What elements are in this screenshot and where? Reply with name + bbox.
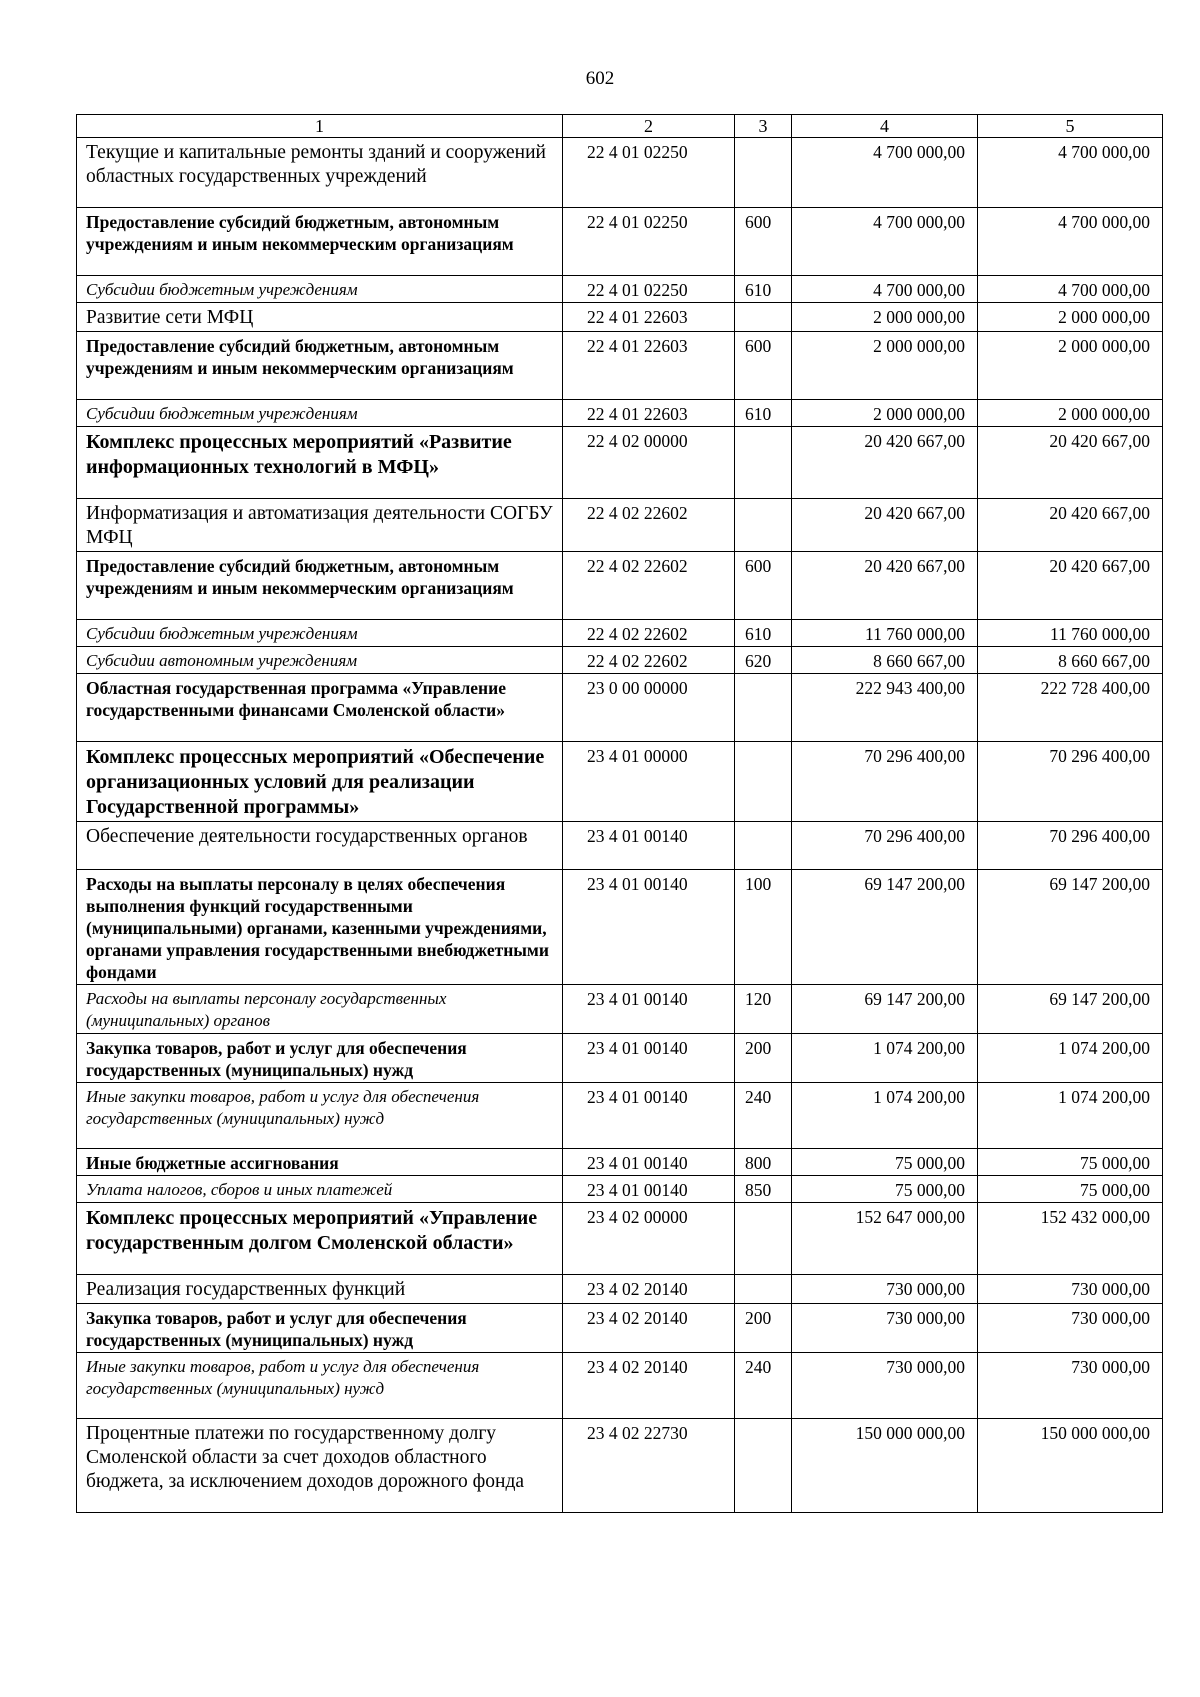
row-name: Процентные платежи по государственному долгу Смоленской области за счет доходов областного бюджета, за исключением доходов дорожного фонда xyxy=(77,1419,563,1513)
header-col-1: 1 xyxy=(77,115,563,138)
row-sum-2: 1 074 200,00 xyxy=(978,1034,1163,1083)
row-name: Субсидии бюджетным учреждениям xyxy=(77,276,563,303)
row-name: Иные закупки товаров, работ и услуг для обеспечения государственных (муниципальных) нужд xyxy=(77,1083,563,1149)
row-code: 23 4 01 00140 xyxy=(563,870,735,985)
row-type xyxy=(735,138,792,208)
row-sum-1: 222 943 400,00 xyxy=(792,674,978,742)
row-sum-2: 75 000,00 xyxy=(978,1149,1163,1176)
row-name: Обеспечение деятельности государственных органов xyxy=(77,822,563,870)
header-col-2: 2 xyxy=(563,115,735,138)
row-name: Текущие и капитальные ремонты зданий и сооружений областных государственных учреждений xyxy=(77,138,563,208)
row-sum-1: 70 296 400,00 xyxy=(792,822,978,870)
row-type xyxy=(735,1275,792,1304)
row-code: 23 4 01 00140 xyxy=(563,985,735,1034)
row-type: 600 xyxy=(735,552,792,620)
header-col-4: 4 xyxy=(792,115,978,138)
row-name: Предоставление субсидий бюджетным, автономным учреждениям и иным некоммерческим организациям xyxy=(77,208,563,276)
table-row xyxy=(77,985,1163,1034)
table-row xyxy=(77,1353,1163,1419)
row-sum-2: 2 000 000,00 xyxy=(978,400,1163,427)
row-code: 23 4 01 00140 xyxy=(563,1149,735,1176)
row-type: 240 xyxy=(735,1083,792,1149)
row-type: 800 xyxy=(735,1149,792,1176)
row-name: Предоставление субсидий бюджетным, автономным учреждениям и иным некоммерческим организациям xyxy=(77,552,563,620)
table-row xyxy=(77,1419,1163,1513)
row-type: 200 xyxy=(735,1034,792,1083)
row-code: 22 4 01 02250 xyxy=(563,208,735,276)
row-type xyxy=(735,742,792,822)
table-row xyxy=(77,208,1163,276)
row-sum-1: 2 000 000,00 xyxy=(792,332,978,400)
row-code: 23 4 02 20140 xyxy=(563,1304,735,1353)
table-row xyxy=(77,303,1163,332)
row-type xyxy=(735,674,792,742)
row-sum-1: 4 700 000,00 xyxy=(792,208,978,276)
row-code: 23 4 02 20140 xyxy=(563,1353,735,1419)
row-code: 22 4 01 02250 xyxy=(563,276,735,303)
row-name: Информатизация и автоматизация деятельности СОГБУ МФЦ xyxy=(77,499,563,552)
row-sum-1: 20 420 667,00 xyxy=(792,552,978,620)
row-code: 23 0 00 00000 xyxy=(563,674,735,742)
budget-table xyxy=(76,114,1163,1513)
row-code: 23 4 02 22730 xyxy=(563,1419,735,1513)
row-sum-1: 152 647 000,00 xyxy=(792,1203,978,1275)
table-row xyxy=(77,276,1163,303)
row-type: 610 xyxy=(735,620,792,647)
row-name: Комплекс процессных мероприятий «Развитие информационных технологий в МФЦ» xyxy=(77,427,563,499)
row-code: 22 4 02 22602 xyxy=(563,647,735,674)
row-code: 22 4 02 22602 xyxy=(563,499,735,552)
table-row xyxy=(77,674,1163,742)
row-sum-1: 69 147 200,00 xyxy=(792,870,978,985)
table-row xyxy=(77,822,1163,870)
table-row xyxy=(77,1176,1163,1203)
row-code: 22 4 01 02250 xyxy=(563,138,735,208)
row-code: 22 4 01 22603 xyxy=(563,400,735,427)
row-sum-2: 730 000,00 xyxy=(978,1353,1163,1419)
row-sum-1: 730 000,00 xyxy=(792,1353,978,1419)
table-row xyxy=(77,499,1163,552)
page-number: 602 xyxy=(585,68,615,89)
table-header-row xyxy=(77,115,1163,138)
row-code: 23 4 01 00140 xyxy=(563,1034,735,1083)
row-name: Иные бюджетные ассигнования xyxy=(77,1149,563,1176)
row-sum-2: 150 000 000,00 xyxy=(978,1419,1163,1513)
row-type: 100 xyxy=(735,870,792,985)
row-name: Иные закупки товаров, работ и услуг для обеспечения государственных (муниципальных) нужд xyxy=(77,1353,563,1419)
row-code: 22 4 01 22603 xyxy=(563,332,735,400)
row-code: 22 4 02 22602 xyxy=(563,620,735,647)
row-sum-1: 150 000 000,00 xyxy=(792,1419,978,1513)
row-sum-1: 4 700 000,00 xyxy=(792,138,978,208)
row-sum-2: 4 700 000,00 xyxy=(978,138,1163,208)
row-name: Субсидии бюджетным учреждениям xyxy=(77,400,563,427)
row-sum-2: 730 000,00 xyxy=(978,1275,1163,1304)
row-sum-1: 2 000 000,00 xyxy=(792,400,978,427)
row-name: Закупка товаров, работ и услуг для обеспечения государственных (муниципальных) нужд xyxy=(77,1304,563,1353)
table-row xyxy=(77,1304,1163,1353)
row-sum-2: 75 000,00 xyxy=(978,1176,1163,1203)
row-code: 23 4 01 00140 xyxy=(563,1083,735,1149)
row-sum-1: 11 760 000,00 xyxy=(792,620,978,647)
table-row xyxy=(77,647,1163,674)
row-type xyxy=(735,1203,792,1275)
row-sum-2: 2 000 000,00 xyxy=(978,303,1163,332)
row-sum-2: 70 296 400,00 xyxy=(978,822,1163,870)
table-row xyxy=(77,620,1163,647)
row-sum-2: 2 000 000,00 xyxy=(978,332,1163,400)
table-row xyxy=(77,742,1163,822)
row-name: Расходы на выплаты персоналу в целях обеспечения выполнения функций государственными (муниципальными) органами, казенными учреждениями, органами управления государственными внебюджетными фондами xyxy=(77,870,563,985)
row-type: 200 xyxy=(735,1304,792,1353)
header-col-5: 5 xyxy=(978,115,1163,138)
table-row xyxy=(77,1034,1163,1083)
row-code: 23 4 01 00140 xyxy=(563,822,735,870)
row-sum-1: 1 074 200,00 xyxy=(792,1083,978,1149)
row-code: 23 4 02 00000 xyxy=(563,1203,735,1275)
row-sum-1: 75 000,00 xyxy=(792,1149,978,1176)
table-row xyxy=(77,138,1163,208)
row-name: Реализация государственных функций xyxy=(77,1275,563,1304)
row-type: 600 xyxy=(735,332,792,400)
row-sum-2: 69 147 200,00 xyxy=(978,870,1163,985)
table-row xyxy=(77,1083,1163,1149)
row-type xyxy=(735,427,792,499)
table-row xyxy=(77,332,1163,400)
row-name: Закупка товаров, работ и услуг для обеспечения государственных (муниципальных) нужд xyxy=(77,1034,563,1083)
table-row xyxy=(77,1275,1163,1304)
row-name: Субсидии автономным учреждениям xyxy=(77,647,563,674)
row-type: 610 xyxy=(735,276,792,303)
row-sum-1: 4 700 000,00 xyxy=(792,276,978,303)
row-sum-2: 152 432 000,00 xyxy=(978,1203,1163,1275)
row-sum-2: 70 296 400,00 xyxy=(978,742,1163,822)
row-sum-1: 730 000,00 xyxy=(792,1304,978,1353)
row-type: 120 xyxy=(735,985,792,1034)
row-sum-2: 20 420 667,00 xyxy=(978,427,1163,499)
row-type xyxy=(735,303,792,332)
row-sum-1: 69 147 200,00 xyxy=(792,985,978,1034)
row-code: 23 4 01 00000 xyxy=(563,742,735,822)
row-sum-2: 69 147 200,00 xyxy=(978,985,1163,1034)
row-code: 22 4 01 22603 xyxy=(563,303,735,332)
row-sum-1: 20 420 667,00 xyxy=(792,427,978,499)
row-sum-2: 4 700 000,00 xyxy=(978,276,1163,303)
row-sum-2: 11 760 000,00 xyxy=(978,620,1163,647)
row-sum-1: 8 660 667,00 xyxy=(792,647,978,674)
row-code: 22 4 02 22602 xyxy=(563,552,735,620)
row-sum-2: 4 700 000,00 xyxy=(978,208,1163,276)
row-name: Уплата налогов, сборов и иных платежей xyxy=(77,1176,563,1203)
table-row xyxy=(77,870,1163,985)
row-sum-2: 20 420 667,00 xyxy=(978,552,1163,620)
table-row xyxy=(77,400,1163,427)
table-row xyxy=(77,1149,1163,1176)
row-sum-2: 20 420 667,00 xyxy=(978,499,1163,552)
header-col-3: 3 xyxy=(735,115,792,138)
row-sum-2: 222 728 400,00 xyxy=(978,674,1163,742)
row-sum-1: 2 000 000,00 xyxy=(792,303,978,332)
row-sum-1: 730 000,00 xyxy=(792,1275,978,1304)
table-row xyxy=(77,427,1163,499)
row-type: 600 xyxy=(735,208,792,276)
row-type xyxy=(735,499,792,552)
table-row xyxy=(77,552,1163,620)
row-name: Областная государственная программа «Управление государственными финансами Смоленской области» xyxy=(77,674,563,742)
row-sum-2: 8 660 667,00 xyxy=(978,647,1163,674)
row-sum-2: 730 000,00 xyxy=(978,1304,1163,1353)
row-type: 850 xyxy=(735,1176,792,1203)
row-sum-1: 70 296 400,00 xyxy=(792,742,978,822)
row-type xyxy=(735,822,792,870)
row-sum-1: 20 420 667,00 xyxy=(792,499,978,552)
row-name: Комплекс процессных мероприятий «Обеспечение организационных условий для реализации Государственной программы» xyxy=(77,742,563,822)
row-name: Развитие сети МФЦ xyxy=(77,303,563,332)
row-type: 240 xyxy=(735,1353,792,1419)
row-name: Субсидии бюджетным учреждениям xyxy=(77,620,563,647)
row-code: 23 4 01 00140 xyxy=(563,1176,735,1203)
row-type: 610 xyxy=(735,400,792,427)
row-name: Предоставление субсидий бюджетным, автономным учреждениям и иным некоммерческим организациям xyxy=(77,332,563,400)
row-code: 22 4 02 00000 xyxy=(563,427,735,499)
row-sum-1: 1 074 200,00 xyxy=(792,1034,978,1083)
row-name: Расходы на выплаты персоналу государственных (муниципальных) органов xyxy=(77,985,563,1034)
table-row xyxy=(77,1203,1163,1275)
row-sum-1: 75 000,00 xyxy=(792,1176,978,1203)
row-type: 620 xyxy=(735,647,792,674)
row-code: 23 4 02 20140 xyxy=(563,1275,735,1304)
row-type xyxy=(735,1419,792,1513)
row-name: Комплекс процессных мероприятий «Управление государственным долгом Смоленской области» xyxy=(77,1203,563,1275)
row-sum-2: 1 074 200,00 xyxy=(978,1083,1163,1149)
